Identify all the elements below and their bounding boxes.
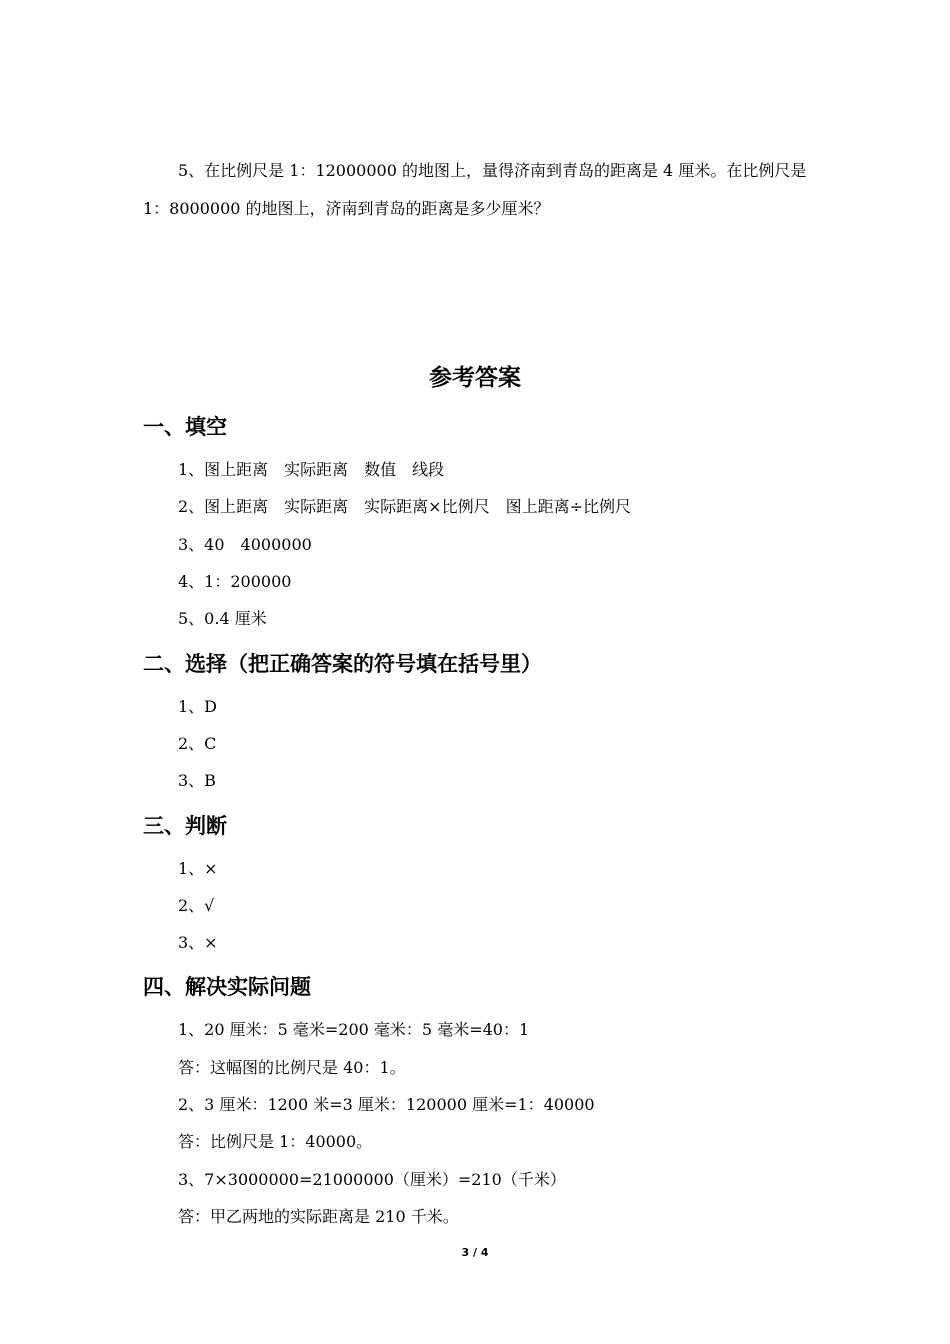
answer-item: 3、B: [178, 771, 216, 790]
section-heading-choice: 二、选择（把正确答案的符号填在括号里）: [143, 652, 542, 676]
answer-item: 2、图上距离 实际距离 实际距离×比例尺 图上距离÷比例尺: [178, 497, 631, 516]
section-heading-practical: 四、解决实际问题: [143, 975, 311, 999]
answer-item: 答：比例尺是 1：40000。: [178, 1132, 373, 1151]
question-5-line-1: 5、在比例尺是 1：12000000 的地图上，量得济南到青岛的距离是 4 厘米。在比例尺是: [178, 161, 807, 180]
answer-item: 答：这幅图的比例尺是 40：1。: [178, 1058, 406, 1077]
answer-item: 3、7×3000000=21000000（厘米）=210（千米）: [178, 1170, 566, 1189]
answer-item: 3、×: [178, 933, 218, 952]
section-heading-judge: 三、判断: [143, 814, 227, 838]
answer-item: 5、0.4 厘米: [178, 609, 267, 628]
answers-title: 参考答案: [429, 365, 521, 391]
answer-item: 2、3 厘米：1200 米=3 厘米：120000 厘米=1：40000: [178, 1095, 595, 1114]
question-5-line-2: 1：8000000 的地图上，济南到青岛的距离是多少厘米？: [143, 199, 550, 218]
answer-item: 3、40 4000000: [178, 535, 312, 554]
answer-item: 2、C: [178, 734, 217, 753]
page-number: 3 / 4: [461, 1246, 489, 1259]
answer-item: 1、D: [178, 697, 218, 716]
answer-item: 4、1：200000: [178, 572, 292, 591]
answer-item: 1、×: [178, 859, 218, 878]
section-heading-fill-blank: 一、填空: [143, 415, 227, 439]
answer-item: 答：甲乙两地的实际距离是 210 千米。: [178, 1207, 459, 1226]
answer-item: 1、20 厘米：5 毫米=200 毫米：5 毫米=40：1: [178, 1020, 530, 1039]
answer-item: 1、图上距离 实际距离 数值 线段: [178, 460, 445, 479]
answer-item: 2、√: [178, 896, 215, 915]
